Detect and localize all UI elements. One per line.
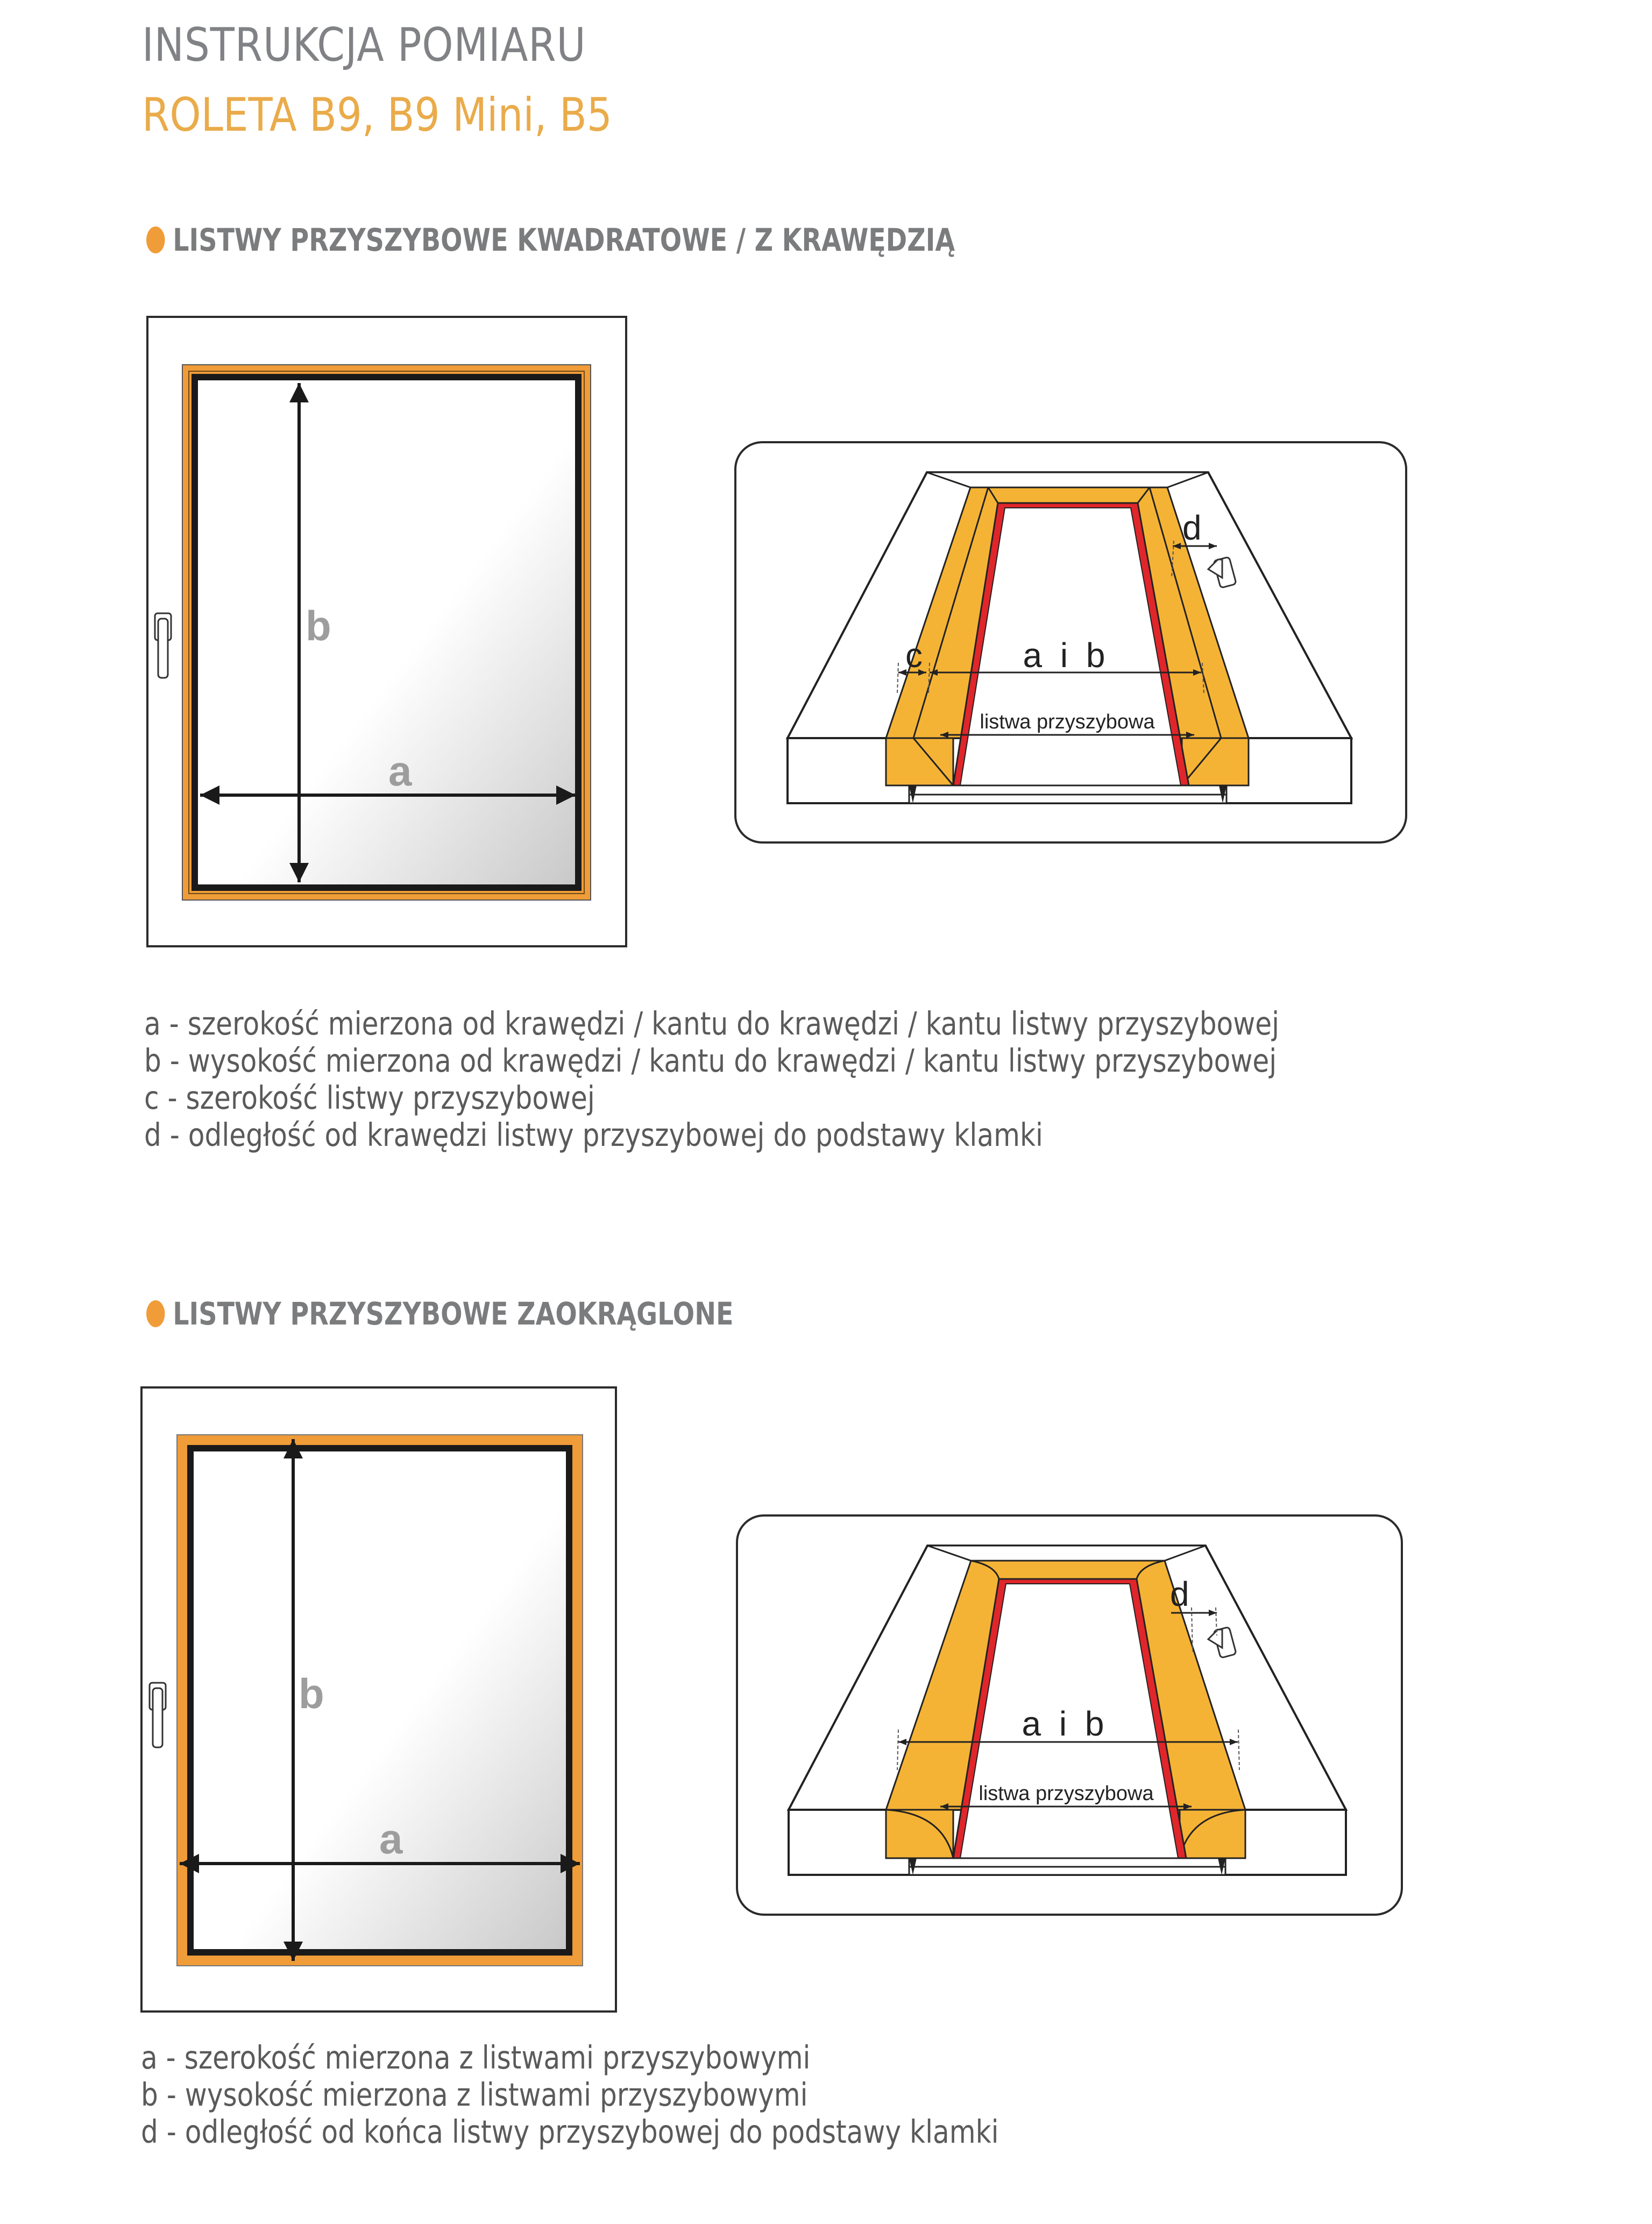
section-heading-rounded-beads [146, 1295, 734, 1332]
legend-list-rounded [141, 2039, 999, 2150]
label-b: b [299, 1670, 324, 1717]
label-bead: listwa przyszybowa [980, 711, 1155, 733]
legend-item-d: d - odległość od krawędzi listwy przyszybowej do podstawy klamki [144, 1116, 1043, 1153]
document-title: INSTRUKCJA POMIARU [142, 18, 586, 72]
glass-pane [195, 377, 578, 888]
label-a: a [388, 747, 412, 795]
label-aib: a i b [1022, 1704, 1109, 1743]
legend-item-c: c - szerokość listwy przyszybowej [144, 1079, 595, 1116]
window-front-view-square [147, 317, 626, 946]
window-front-view-rounded [141, 1387, 616, 2011]
section-heading-text: LISTWY PRZYSZYBOWE ZAOKRĄGLONE [173, 1295, 734, 1332]
bullet-dot-icon [146, 1300, 165, 1327]
legend-item-d: d - odległość od końca listwy przyszybowej do podstawy klamki [141, 2113, 999, 2150]
label-a: a [379, 1815, 403, 1862]
legend-item-a: a - szerokość mierzona od krawędzi / kantu do krawędzi / kantu listwy przyszybowej [144, 1005, 1280, 1042]
window-handle-icon [155, 613, 171, 678]
label-b: b [306, 602, 331, 649]
section-heading-text: LISTWY PRZYSZYBOWE KWADRATOWE / Z KRAWĘDZIĄ [173, 222, 955, 258]
legend-item-b: b - wysokość mierzona z listwami przyszybowymi [141, 2076, 808, 2113]
legend-item-a: a - szerokość mierzona z listwami przyszybowymi [141, 2039, 811, 2076]
label-c: c [905, 636, 923, 675]
perspective-diagram-square [735, 442, 1406, 842]
perspective-diagram-rounded [737, 1515, 1402, 1915]
legend-item-b: b - wysokość mierzona od krawędzi / kantu do krawędzi / kantu listwy przyszybowej [144, 1042, 1277, 1079]
product-subtitle: ROLETA B9, B9 Mini, B5 [142, 88, 612, 142]
label-d: d [1170, 1575, 1189, 1613]
legend-list-square [144, 1005, 1279, 1153]
window-handle-icon [150, 1683, 166, 1747]
label-d: d [1182, 508, 1202, 547]
label-bead: listwa przyszybowa [979, 1782, 1154, 1805]
label-aib: a i b [1023, 636, 1110, 675]
glass-pane [190, 1448, 569, 1952]
